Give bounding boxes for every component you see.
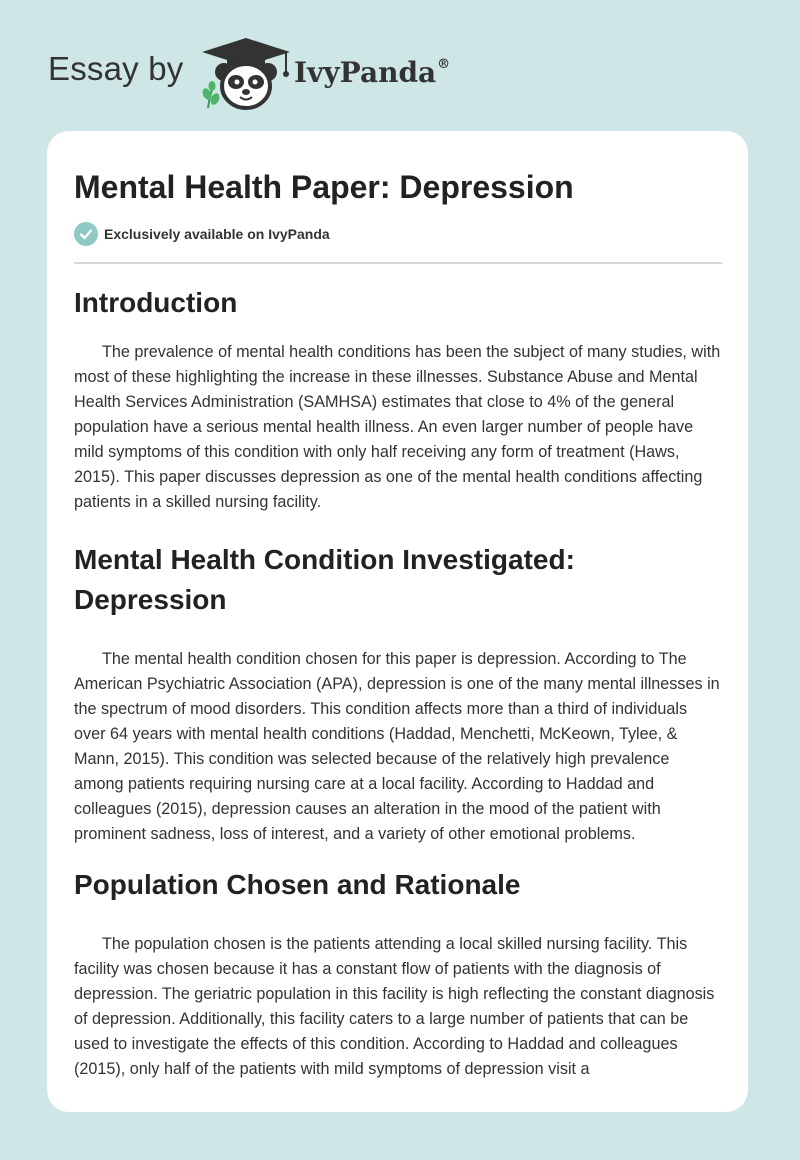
section-heading-introduction: Introduction xyxy=(74,287,238,318)
section-paragraph-condition: The mental health condition chosen for this paper is depression. According to The American Psychiatric Association (APA), depression is one of the many mental illnesses in the spectrum of mood disorders. This condition affects more than a third of individuals over 64 years with mental health conditions (Haddad, Menchetti, McKeown, Tylee, & Mann, 2015). This condition was selected because of the relatively high prevalence among patients requiring nursing care at a local facility. According to Haddad and colleagues (2015), depression causes an alteration in the mood of the patient with prominent sadness, loss of interest, and a variety of other emotional problems. xyxy=(74,650,720,843)
divider xyxy=(74,262,722,264)
brand-prefix: Essay by xyxy=(48,50,184,87)
site-header xyxy=(0,0,800,130)
section-paragraph-introduction: The prevalence of mental health conditions has been the subject of many studies, with most of these highlighting the increase in these illnesses. Substance Abuse and Mental Health Services Administration (SAMHSA) estimates that close to 4% of the general population have a serious mental health illness. An even larger number of people have mild symptoms of this condition with only half receiving any form of treatment (Haws, 2015). This paper discusses depression as one of the mental health conditions affecting patients in a skilled nursing facility. xyxy=(74,343,721,511)
section-heading-population: Population Chosen and Rationale xyxy=(74,869,521,900)
check-circle-icon xyxy=(74,222,98,246)
article-card xyxy=(47,131,748,1112)
page-title: Mental Health Paper: Depression xyxy=(74,169,574,205)
section-paragraph-population: The population chosen is the patients attending a local skilled nursing facility. This facility was chosen because it has a constant flow of patients with the diagnosis of depression. The geriatric population in this facility is high reflecting the constant diagnosis of depression. Additionally, this facility caters to a large number of patients that can be used to investigate the effects of this condition. According to Haddad and colleagues (2015), only half of the patients with mild symptoms of depression visit a xyxy=(74,935,715,1078)
badge-text: Exclusively available on IvyPanda xyxy=(104,226,330,242)
registered-mark: ® xyxy=(437,57,451,72)
section-heading-condition: Mental Health Condition Investigated: Depression xyxy=(74,544,575,615)
panda-graduate-icon[interactable] xyxy=(200,36,292,110)
exclusive-badge xyxy=(74,221,722,247)
brand-name[interactable]: IvyPanda® xyxy=(294,56,451,89)
